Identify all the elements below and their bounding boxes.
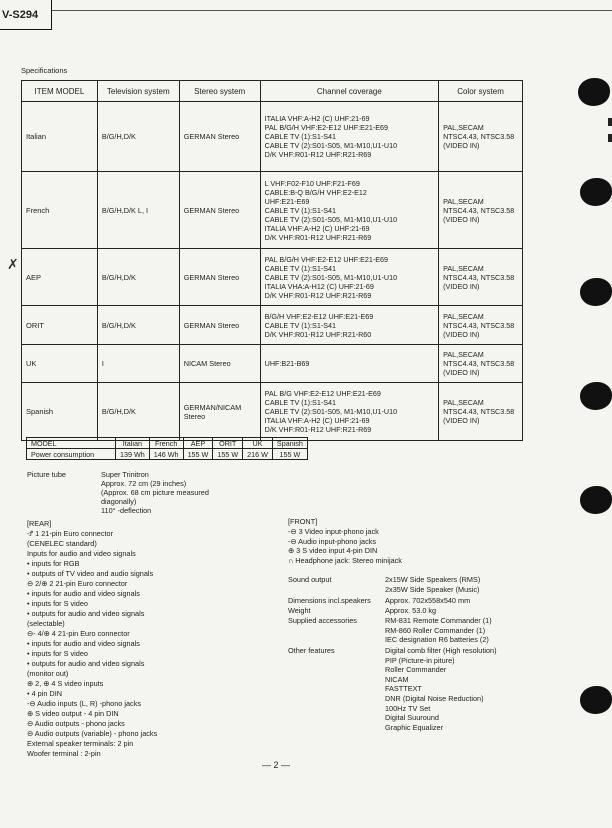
model-code-box [0, 0, 52, 30]
power-value-cell: 146 Wh [149, 449, 183, 460]
text-line: • outputs of TV video and audio signals [27, 569, 154, 578]
channel-cell: PAL B/G VHF:E2-E12 UHF:E21-E69 CABLE TV (1):S1-S41 CABLE TV (2):S01-S05, M1-M10,U1-U10 ITALIA VHF:A-H2 (C) UHF:21-69 D/K VHF:R01-R12 UHF:R21-R69 [260, 383, 438, 441]
picture-tube-text [101, 470, 271, 515]
col-header: Television system [97, 81, 179, 102]
text-line: NICAM [385, 674, 409, 684]
text-line: • 4 pin DIN [27, 689, 62, 698]
channel-cell: UHF:B21-B69 [260, 345, 438, 383]
table-row [22, 345, 523, 383]
page-number: — 2 — [262, 760, 291, 770]
text-line: RM-831 Remote Commander (1) [385, 616, 492, 625]
edge-mark [608, 118, 612, 126]
spec-key: Sound output [288, 575, 332, 584]
text-line: -⊖ Audio input-phono jacks [288, 536, 377, 546]
table-header-row [22, 81, 523, 102]
color-cell: PAL,SECAM NTSC4.43, NTSC3.58 (VIDEO IN) [439, 345, 523, 383]
power-value-cell: 139 Wh [116, 449, 150, 460]
col-header: Color system [439, 81, 523, 102]
text-line: (Approx. 68 cm picture measured [101, 488, 209, 497]
table-row [22, 383, 523, 441]
text-line: Digital Suuround [385, 713, 439, 723]
tv-system-cell: B/G/H,D/K [97, 383, 179, 441]
binder-hole-mark [580, 686, 612, 714]
spec-value [385, 616, 525, 645]
text-line: ⊕ 3 S video input 4-pin DIN [288, 546, 378, 556]
specifications-title: Specifications [21, 66, 68, 75]
text-line: IEC designation R6 batteries (2) [385, 635, 489, 645]
text-line: ⊕ S video output - 4 pin DIN [27, 709, 119, 718]
text-line: • inputs for RGB [27, 559, 80, 568]
spec-value [385, 575, 525, 594]
table-row [27, 449, 308, 460]
text-line: Digital comb filter (High resolution) [385, 646, 497, 655]
power-header-cell: Spanish [272, 438, 307, 449]
spec-value: Approx. 53.0 kg [385, 606, 437, 615]
model-code: V-S294 [2, 9, 39, 21]
text-line: • inputs for audio and video signals [27, 639, 140, 648]
stereo-cell: NICAM Stereo [179, 345, 260, 383]
front-connectors [288, 517, 488, 566]
channel-cell: PAL B/G/H VHF:E2-E12 UHF:E21-E69 CABLE TV (1):S1-S41 CABLE TV (2):S01-S05, M1-M10,U1-U10 ITALIA VHA:A-H12 (C) UHF:21-69 D/K VHF:R01-R12 UHF:R21-R69 [260, 249, 438, 306]
text-line: -Ꝭ 1 21-pin Euro connector [27, 529, 114, 538]
model-cell: French [22, 172, 98, 249]
text-line: -⊖ Audio inputs (L, R) -phono jacks [27, 699, 141, 708]
text-line: ⊕ 2, ⊕ 4 S video inputs [27, 679, 104, 688]
text-line: [FRONT] [288, 517, 318, 526]
rear-connectors [27, 519, 257, 759]
text-line: RM-860 Roller Commander (1) [385, 625, 486, 635]
binder-hole-mark [580, 486, 612, 514]
text-line: Super Trinitron [101, 470, 149, 479]
power-header-cell: French [149, 438, 183, 449]
color-cell: PAL,SECAM NTSC4.43, NTSC3.58 (VIDEO IN) [439, 306, 523, 345]
text-line: ⊖- 4/⊕ 4 21-pin Euro connector [27, 629, 130, 638]
text-line: 110° -deflection [101, 506, 152, 515]
text-line: DNR (Digital Noise Reduction) [385, 693, 484, 703]
text-line: 100Hz TV Set [385, 703, 431, 713]
table-row [22, 102, 523, 172]
text-line: • inputs for audio and video signals [27, 589, 140, 598]
text-line: • inputs for S video [27, 649, 88, 658]
spec-key: Supplied accessories [288, 616, 357, 625]
spec-key: Weight [288, 606, 311, 615]
model-cell: UK [22, 345, 98, 383]
text-line: 2x35W Side Speaker (Music) [385, 584, 480, 594]
tv-system-cell: I [97, 345, 179, 383]
tv-system-cell: B/G/H,D/K [97, 306, 179, 345]
tv-system-cell: B/G/H,D/K [97, 249, 179, 306]
binder-hole-mark [578, 78, 610, 106]
power-value-cell: Power consumption [27, 449, 116, 460]
model-cell: ORIT [22, 306, 98, 345]
picture-tube-label: Picture tube [27, 470, 66, 479]
table-row [22, 249, 523, 306]
specifications-table [21, 80, 523, 441]
power-consumption-table [26, 437, 308, 460]
text-line: FASTTEXT [385, 684, 422, 694]
text-line: Roller Commander [385, 665, 447, 675]
power-header-cell: Italian [116, 438, 150, 449]
col-header: ITEM MODEL [22, 81, 98, 102]
power-value-cell: 155 W [272, 449, 307, 460]
binder-hole-mark [580, 278, 612, 306]
text-line: (monitor out) [27, 669, 69, 678]
binder-hole-mark [580, 382, 612, 410]
stereo-cell: GERMAN Stereo [179, 306, 260, 345]
top-rule [52, 10, 612, 11]
text-line: ∩ Headphone jack: Stereo minijack [288, 556, 402, 566]
stereo-cell: GERMAN/NICAM Stereo [179, 383, 260, 441]
text-line: • outputs for audio and video signals [27, 659, 145, 668]
binder-hole-mark [580, 178, 612, 206]
text-line: • outputs for audio and video signals [27, 609, 145, 618]
edge-mark [608, 134, 612, 142]
power-header-cell: AEP [183, 438, 213, 449]
spec-value [385, 646, 525, 732]
handwritten-x-mark: ✗ [7, 256, 19, 272]
power-value-cell: 155 W [213, 449, 243, 460]
color-cell: PAL,SECAM NTSC4.43, NTSC3.58 (VIDEO IN) [439, 249, 523, 306]
text-line: Graphic Equalizer [385, 722, 443, 732]
col-header: Stereo system [179, 81, 260, 102]
text-line: Approx. 72 cm (29 inches) [101, 479, 187, 488]
power-value-cell: 216 W [243, 449, 273, 460]
text-line: • inputs for S video [27, 599, 88, 608]
text-line: 2x15W Side Speakers (RMS) [385, 575, 481, 584]
color-cell: PAL,SECAM NTSC4.43, NTSC3.58 (VIDEO IN) [439, 102, 523, 172]
model-cell: AEP [22, 249, 98, 306]
table-row [27, 438, 308, 449]
text-line: PIP (Picture-in piture) [385, 655, 455, 665]
text-line: -⊖ 3 Video input-phono jack [288, 526, 379, 536]
table-row [22, 172, 523, 249]
channel-cell: B/G/H VHF:E2-E12 UHF:E21-E69 CABLE TV (1):S1-S41 D/K VHF:R01-R12 UHF:R21-R60 [260, 306, 438, 345]
tv-system-cell: B/G/H,D/K L, I [97, 172, 179, 249]
model-cell: Italian [22, 102, 98, 172]
stereo-cell: GERMAN Stereo [179, 172, 260, 249]
channel-cell: ITALIA VHF:A-H2 (C) UHF:21-69 PAL B/G/H VHF:E2-E12 UHF:E21-E69 CABLE TV (1):S1-S41 CABLE TV (2):S01-S05, M1-M10,U1-U10 D/K VHF:R01-R12 UHF:R21-R69 [260, 102, 438, 172]
col-header: Channel coverage [260, 81, 438, 102]
spec-key: Other features [288, 646, 335, 655]
spec-value: Approx. 702x558x540 mm [385, 596, 471, 605]
color-cell: PAL,SECAM NTSC4.43, NTSC3.58 (VIDEO IN) [439, 383, 523, 441]
table-row [22, 306, 523, 345]
power-header-cell: UK [243, 438, 273, 449]
text-line: [REAR] [27, 519, 52, 528]
tv-system-cell: B/G/H,D/K [97, 102, 179, 172]
text-line: ⊖ Audio outputs - phono jacks [27, 719, 125, 728]
text-line: Inputs for audio and video signals [27, 549, 136, 558]
text-line: ⊖ Audio outputs (variable) - phono jacks [27, 729, 158, 738]
channel-cell: L VHF:F02-F10 UHF:F21-F69 CABLE:B-Q B/G/H VHF:E2-E12 UHF:E21-E69 CABLE TV (1):S1-S41 CABLE TV (2):S01-S05, M1-M10,U1-U10 ITALIA VHF:A-H2 (C) UHF:21-69 D/K VHF:R01-R12 UHF:R21-R69 [260, 172, 438, 249]
power-header-cell: ORIT [213, 438, 243, 449]
text-line: (selectable) [27, 619, 65, 628]
text-line: (CENELEC standard) [27, 539, 97, 548]
text-line: External speaker terminals: 2 pin [27, 739, 134, 748]
text-line: ⊖ 2/⊕ 2 21-pin Euro connector [27, 579, 128, 588]
model-cell: Spanish [22, 383, 98, 441]
power-header-cell: MODEL [27, 438, 116, 449]
text-line: Woofer terminal : 2-pin [27, 749, 101, 758]
stereo-cell: GERMAN Stereo [179, 102, 260, 172]
color-cell: PAL,SECAM NTSC4.43, NTSC3.58 (VIDEO IN) [439, 172, 523, 249]
text-line: diagonally) [101, 497, 137, 506]
power-value-cell: 155 W [183, 449, 213, 460]
stereo-cell: GERMAN Stereo [179, 249, 260, 306]
spec-key: Dimensions incl.speakers [288, 596, 371, 605]
